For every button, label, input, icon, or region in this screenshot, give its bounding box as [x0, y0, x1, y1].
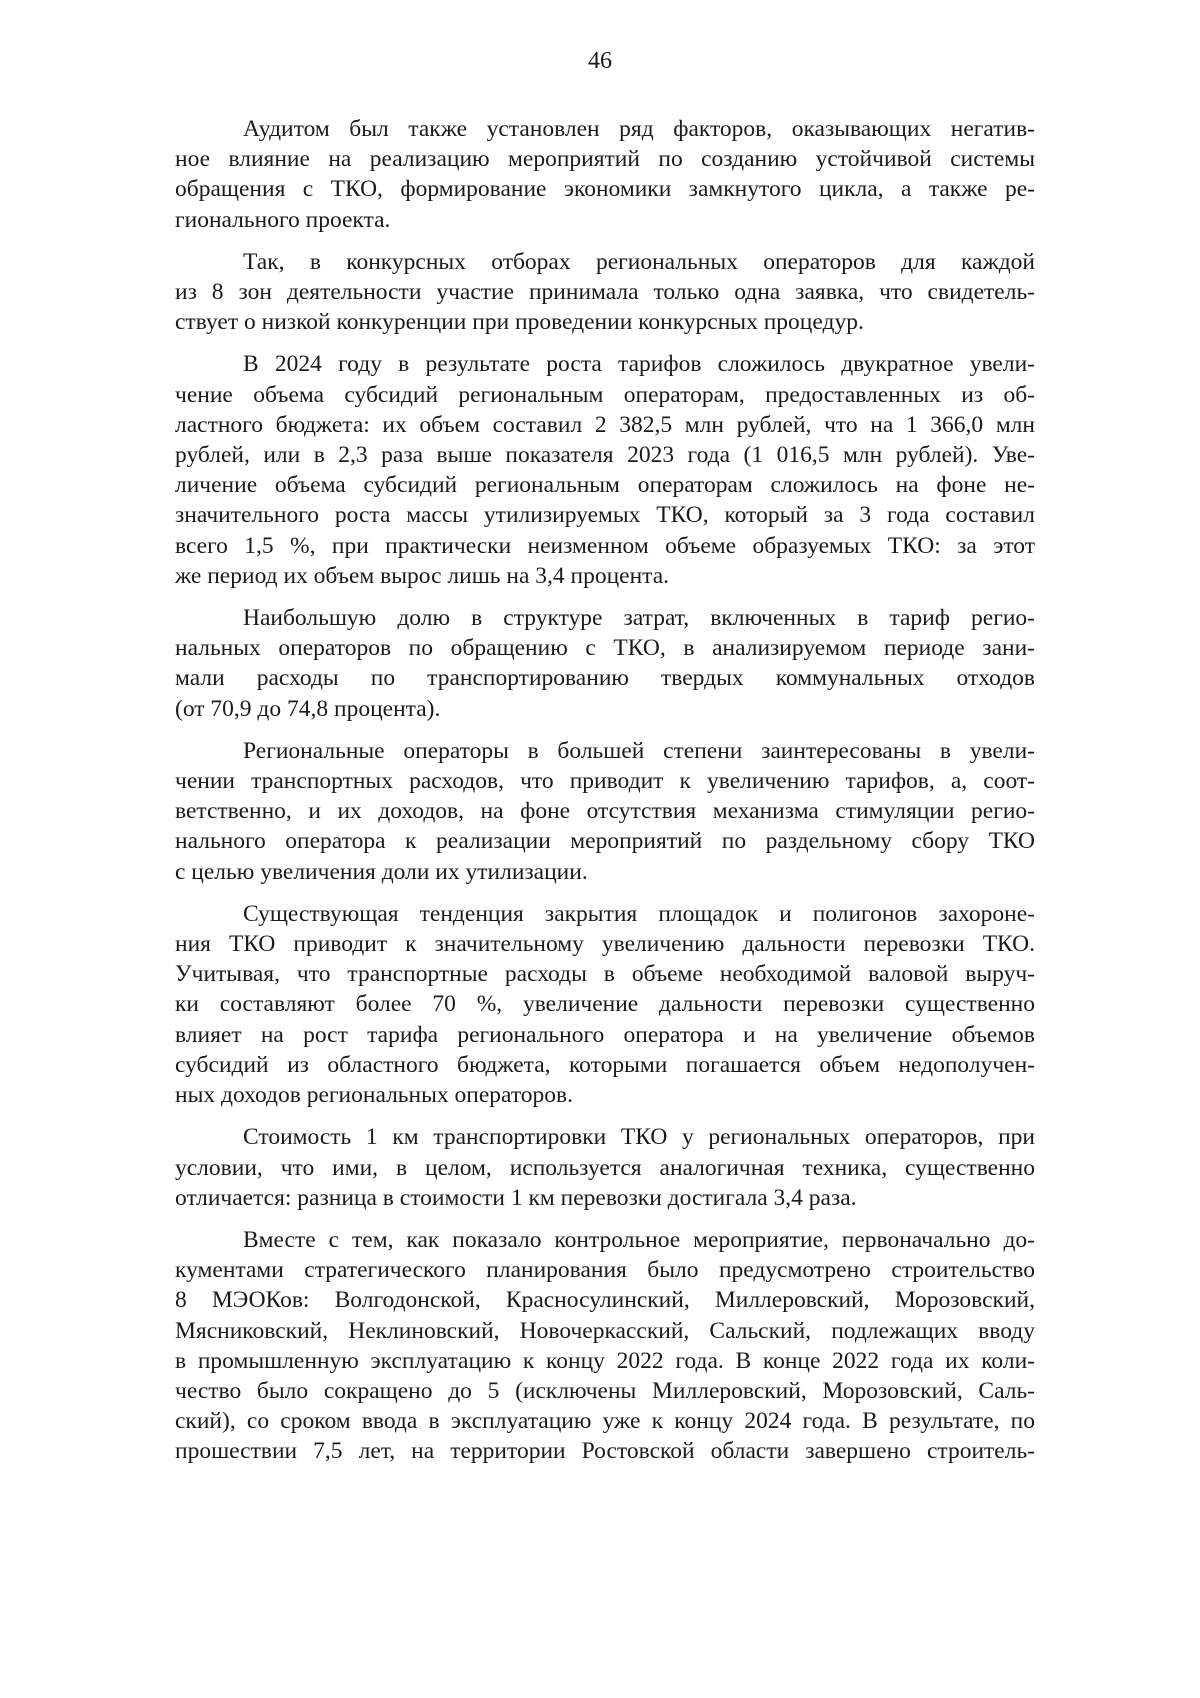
text-line: кументами стратегического планирования было предусмотрено строительство [175, 1257, 1035, 1284]
paragraph [175, 603, 1035, 724]
paragraph [175, 736, 1035, 887]
text-line: значительного роста массы утилизируемых ТКО, который за 3 года составил [175, 502, 1035, 529]
text-line: нального оператора к реализации мероприятий по раздельному сбору ТКО [175, 828, 1035, 855]
text-line: личение объема субсидий региональным операторам сложилось на фоне не- [175, 472, 1035, 499]
text-line: ветственно, и их доходов, на фоне отсутствия механизма стимуляции регио- [175, 798, 1035, 825]
paragraph [175, 1225, 1035, 1467]
paragraph [175, 114, 1035, 235]
paragraph [175, 349, 1035, 591]
document-body [175, 114, 1035, 1479]
paragraph [175, 247, 1035, 338]
text-line: прошествии 7,5 лет, на территории Ростовской области завершено строитель- [175, 1438, 1035, 1465]
paragraph [175, 899, 1035, 1110]
text-line: Так, в конкурсных отборах региональных операторов для каждой [243, 248, 1035, 275]
text-line: чение объема субсидий региональным операторам, предоставленных из об- [175, 381, 1035, 408]
text-line: ский), со сроком ввода в эксплуатацию уже к концу 2024 года. В результате, по [175, 1408, 1035, 1435]
text-line: ствует о низкой конкуренции при проведении конкурсных процедур. [175, 309, 864, 336]
text-line: из 8 зон деятельности участие принимала только одна заявка, что свидетель- [175, 279, 1035, 306]
text-line: гионального проекта. [175, 206, 391, 233]
text-line: Аудитом был также установлен ряд факторов, оказывающих негатив- [243, 116, 1035, 142]
text-line: отличается: разница в стоимости 1 км перевозки достигала 3,4 раза. [175, 1184, 857, 1211]
text-line: ния ТКО приводит к значительному увеличению дальности перевозки ТКО. [175, 931, 1035, 958]
text-line: условии, что ими, в целом, используется аналогичная техника, существенно [175, 1154, 1035, 1181]
text-line: Стоимость 1 км транспортировки ТКО у региональных операторов, при [243, 1124, 1035, 1151]
text-line: Существующая тенденция закрытия площадок и полигонов захороне- [243, 900, 1035, 927]
text-line: Наибольшую долю в структуре затрат, включенных в тариф регио- [243, 605, 1035, 632]
text-line: с целью увеличения доли их утилизации. [175, 858, 588, 885]
text-line: Региональные операторы в большей степени заинтересованы в увели- [243, 737, 1035, 764]
text-line: обращения с ТКО, формирование экономики замкнутого цикла, а также ре- [175, 176, 1035, 203]
text-line: субсидий из областного бюджета, которыми погашается объем недополучен- [175, 1051, 1035, 1078]
text-line: рублей, или в 2,3 раза выше показателя 2023 года (1 016,5 млн рублей). Уве- [175, 442, 1035, 469]
text-line: ное влияние на реализацию мероприятий по созданию устойчивой системы [175, 146, 1035, 173]
text-line: чество было сокращено до 5 (исключены Миллеровский, Морозовский, Саль- [175, 1377, 1035, 1404]
text-line: всего 1,5 %, при практически неизменном объеме образуемых ТКО: за этот [175, 532, 1035, 559]
text-line: ных доходов региональных операторов. [175, 1082, 574, 1109]
page-number: 46 [588, 48, 612, 74]
text-line: нальных операторов по обращению с ТКО, в анализируемом периоде зани- [175, 635, 1035, 662]
text-line: Вместе с тем, как показало контрольное мероприятие, первоначально до- [243, 1226, 1035, 1253]
text-line: Учитывая, что транспортные расходы в объеме необходимой валовой выруч- [175, 961, 1035, 988]
text-line: Мясниковский, Неклиновский, Новочеркасский, Сальский, подлежащих вводу [175, 1317, 1035, 1344]
paragraph [175, 1122, 1035, 1213]
text-line: в промышленную эксплуатацию к концу 2022 года. В конце 2022 года их коли- [175, 1347, 1035, 1374]
text-line: чении транспортных расходов, что приводит к увеличению тарифов, а, соот- [175, 768, 1035, 795]
text-line: же период их объем вырос лишь на 3,4 процента. [175, 562, 670, 589]
text-line: влияет на рост тарифа регионального оператора и на увеличение объемов [175, 1021, 1035, 1048]
text-line: ластного бюджета: их объем составил 2 382,5 млн рублей, что на 1 366,0 млн [175, 411, 1035, 438]
text-line: В 2024 году в результате роста тарифов сложилось двукратное увели- [243, 351, 1035, 378]
text-line: 8 МЭОКов: Волгодонской, Красносулинский, Миллеровский, Морозовский, [175, 1287, 1035, 1314]
text-line: ки составляют более 70 %, увеличение дальности перевозки существенно [175, 991, 1035, 1018]
text-line: (от 70,9 до 74,8 процента). [175, 695, 441, 722]
text-line: мали расходы по транспортированию твердых коммунальных отходов [175, 665, 1035, 692]
